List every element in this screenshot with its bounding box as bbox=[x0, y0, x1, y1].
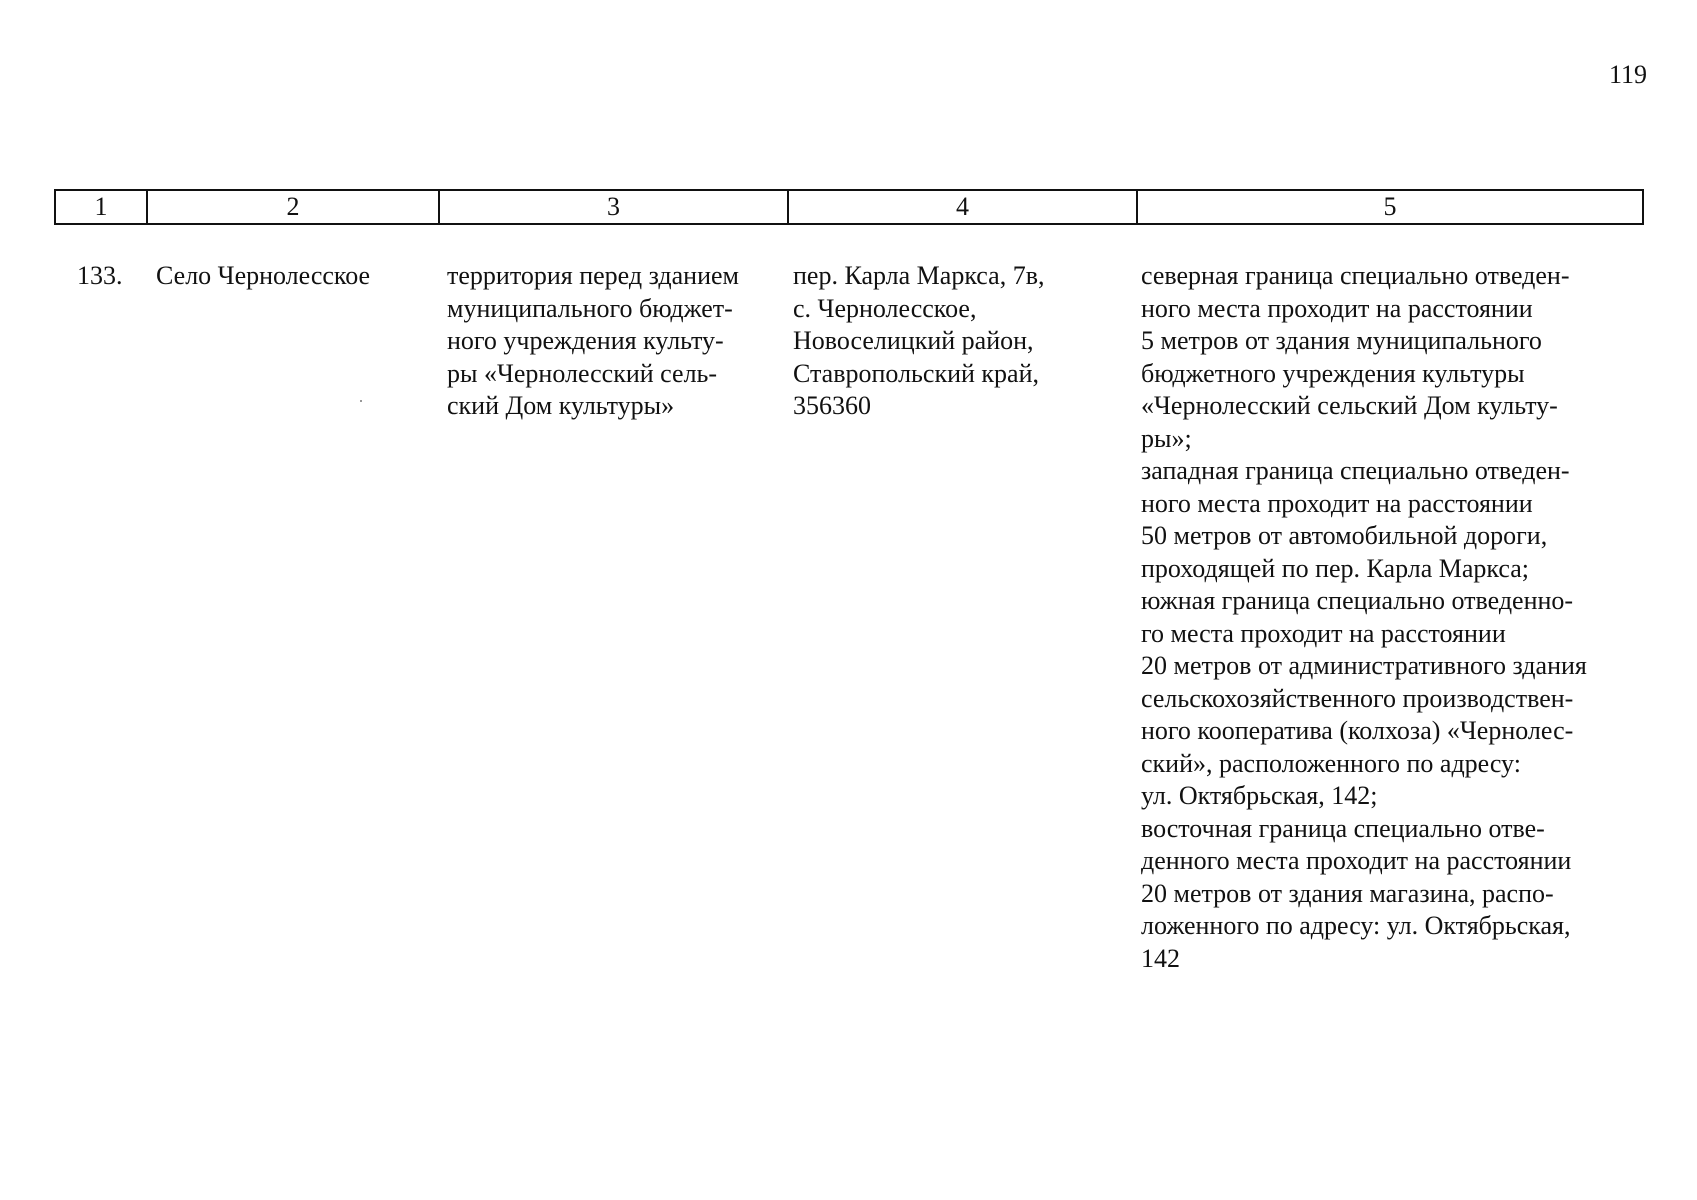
row-number: 133. bbox=[77, 261, 123, 290]
page-number: 119 bbox=[1608, 60, 1647, 89]
territory-description: территория перед зданием муниципального бюджет- ного учреждения культу- ры «Чернолесский сель- ский Дом культуры» bbox=[447, 261, 739, 420]
south-boundary: южная граница специально отведенно- го места проходит на расстоянии 20 метров от административного здания сельскохозяйственного производствен- ного кооператива (колхоза) «Чернолес- ский», расположенного по адресу: ул. Октябрьская, 142; bbox=[1141, 586, 1587, 810]
column-number-header bbox=[54, 189, 1644, 225]
header-col-5: 5 bbox=[1137, 190, 1643, 224]
header-col-4: 4 bbox=[788, 190, 1137, 224]
header-col-1: 1 bbox=[55, 190, 147, 224]
address-line: Новоселицкий район, bbox=[793, 326, 1034, 355]
address-line: Ставропольский край, bbox=[793, 358, 1039, 388]
address-line: с. Чернолесское, bbox=[793, 293, 977, 323]
north-boundary: северная граница специально отведен- ного места проходит на расстоянии 5 метров от здания муниципального бюджетного учреждения культуры «Чернолесский сельский Дом культу- ры»; bbox=[1141, 261, 1570, 453]
address-line: пер. Карла Маркса, 7в, bbox=[793, 261, 1045, 290]
west-boundary: западная граница специально отведен- ного места проходит на расстоянии 50 метров от автомобильной дороги, проходящей по пер. Карла Маркса; bbox=[1141, 456, 1570, 583]
east-boundary: восточная граница специально отве- денного места проходит на расстоянии 20 метров от здания магазина, распо- ложенного по адресу: ул. Октябрьская, 142 bbox=[1141, 813, 1572, 973]
scan-speck bbox=[360, 400, 362, 402]
boundaries-block bbox=[1141, 260, 1634, 975]
settlement-name: Село Чернолесское bbox=[156, 261, 371, 290]
address-line: 356360 bbox=[793, 391, 871, 420]
header-col-2: 2 bbox=[147, 190, 439, 224]
header-col-3: 3 bbox=[439, 190, 788, 224]
header-row bbox=[55, 190, 1643, 224]
address-block bbox=[793, 260, 1123, 423]
